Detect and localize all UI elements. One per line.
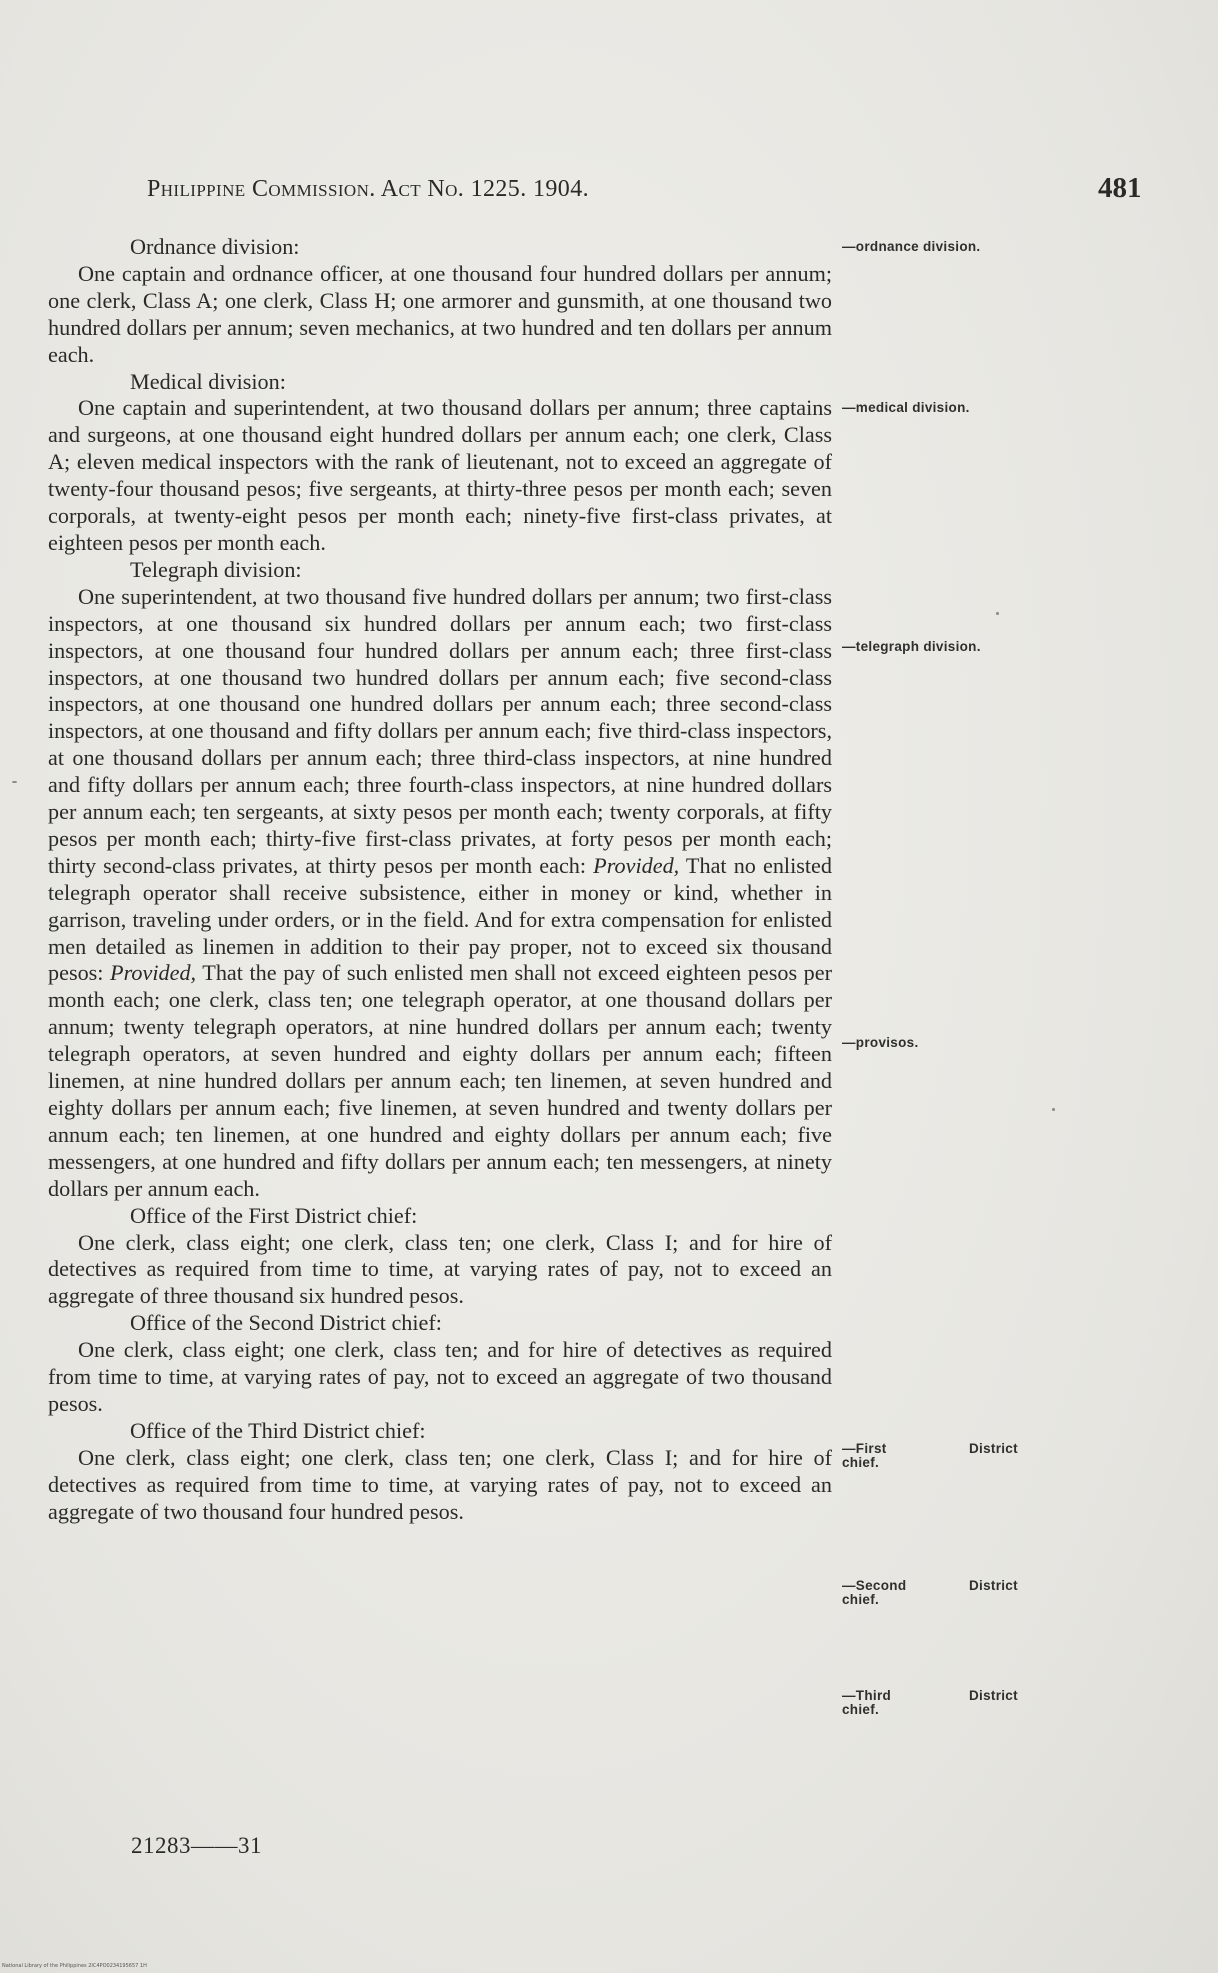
- sidenote-provisos: —provisos.: [842, 1035, 919, 1050]
- speck: [996, 612, 999, 615]
- sidenote-first-district: [842, 1442, 1042, 1470]
- sidenote-first-district-word: District: [969, 1441, 1018, 1456]
- second-district-paragraph: One clerk, class eight; one clerk, class ten; and for hire of detectives as required from time to time, at varying rates of pay, not to exceed an aggregate of two thousand pesos.: [48, 1337, 832, 1416]
- sidenote-second-district-word: District: [969, 1578, 1018, 1593]
- running-header: [147, 176, 1147, 203]
- speck: [12, 781, 17, 783]
- telegraph-text-a: One superintendent, at two thousand five hundred dollars per annum; two first-class inspectors, at one thousand six hundred dollars per annum each; two first-class inspectors, at one thousand four hundred dollars per annum each; three first-class inspectors, at one thousand two hundred dollars per annum each; five second-class inspectors, at one thousand one hundred dollars per annum each; three second-class inspectors, at one thousand and fifty dollars per annum each; five third-class inspectors, at one thousand dollars per annum each; three third-class inspectors, at nine hundred and fifty dollars per annum each; three fourth-class inspectors, at nine hundred dollars per annum each; ten sergeants, at sixty pesos per month each; twenty corporals, at fifty pesos per month each; thirty-five first-class privates, at forty pesos per month each; thirty second-class privates, at thirty pesos per month each:: [48, 583, 832, 878]
- sidenote-ordnance: —ordnance division.: [842, 239, 981, 254]
- sidenote-third-label: —Third: [842, 1688, 892, 1703]
- telegraph-text-b: That no enlisted telegraph operator shall receive subsistence, either in money or kind, whether in garrison, traveling under orders, or in the field. And for extra compensation for enlisted men detailed as linemen in addition to their pay proper, not to exceed six thousand pesos:: [48, 852, 832, 986]
- running-title: Philippine Commission. Act No. 1225. 1904.: [147, 176, 590, 202]
- page-number: 481: [1098, 172, 1142, 204]
- sidenote-second-district: [842, 1579, 1042, 1607]
- sidenote-second-label: —Second: [842, 1578, 907, 1593]
- signature-mark: 21283——31: [131, 1833, 262, 1858]
- first-district-paragraph: One clerk, class eight; one clerk, class ten; one clerk, Class I; and for hire of detectives as required from time to time, at varying rates of pay, not to exceed an aggregate of three thousand six hundred pesos.: [48, 1229, 832, 1309]
- sidenote-third-chief: chief.: [842, 1702, 880, 1717]
- proviso-1: Provided,: [593, 852, 680, 878]
- sidenote-third-district: [842, 1689, 1042, 1717]
- ordnance-heading: Ordnance division:: [130, 234, 300, 259]
- telegraph-text-c: That the pay of such enlisted men shall not exceed eighteen pesos per month each; one clerk, class ten; one telegraph operator, at one thousand dollars per annum; twenty telegraph operators, at nine hundred dollars per annum each; twenty telegraph operators, at seven hundred and eighty dollars per annum each; fifteen linemen, at nine hundred dollars per annum each; ten linemen, at seven hundred and eighty dollars per annum each; five linemen, at seven hundred and twenty dollars per annum each; ten linemen, at one hundred and eighty dollars per annum each; five messengers, at one hundred and fifty dollars per annum each; ten messengers, at ninety dollars per annum each.: [48, 960, 832, 1201]
- telegraph-paragraph: [48, 584, 832, 1203]
- third-district-heading: Office of the Third District chief:: [130, 1417, 426, 1443]
- proviso-2: Provided,: [110, 960, 197, 986]
- sidenote-second-chief: chief.: [842, 1592, 880, 1607]
- body-text: [48, 234, 832, 1526]
- speck: [1052, 1108, 1055, 1111]
- sidenote-telegraph: —telegraph division.: [842, 639, 981, 654]
- sidenote-first-label: —First: [842, 1441, 887, 1456]
- ordnance-paragraph: One captain and ordnance officer, at one thousand four hundred dollars per annum; one clerk, Class A; one clerk, Class H; one armorer and gunsmith, at one thousand two hundred dollars per annum; seven mechanics, at two hundred and ten dollars per annum each.: [48, 260, 832, 367]
- sidenote-first-chief: chief.: [842, 1455, 880, 1470]
- first-district-heading: Office of the First District chief:: [130, 1202, 418, 1228]
- medical-heading: Medical division:: [130, 368, 286, 394]
- second-district-heading: Office of the Second District chief:: [130, 1310, 442, 1336]
- telegraph-heading: Telegraph division:: [130, 556, 302, 582]
- library-imprint: National Library of the Philippines 2IC4PO0234195657 1H: [2, 1963, 147, 1969]
- sidenote-third-district-word: District: [969, 1688, 1018, 1703]
- third-district-paragraph: One clerk, class eight; one clerk, class ten; one clerk, Class I; and for hire of detectives as required from time to time, at varying rates of pay, not to exceed an aggregate of two thousand four hundred pesos.: [48, 1444, 832, 1524]
- sidenote-medical: —medical division.: [842, 400, 970, 415]
- medical-paragraph: One captain and superintendent, at two thousand dollars per annum; three captains and surgeons, at one thousand eight hundred dollars per annum each; one clerk, Class A; eleven medical inspectors with the rank of lieutenant, not to exceed an aggregate of twenty-four thousand pesos; five sergeants, at thirty-three pesos per month each; seven corporals, at twenty-eight pesos per month each; ninety-five first-class privates, at eighteen pesos per month each.: [48, 395, 832, 555]
